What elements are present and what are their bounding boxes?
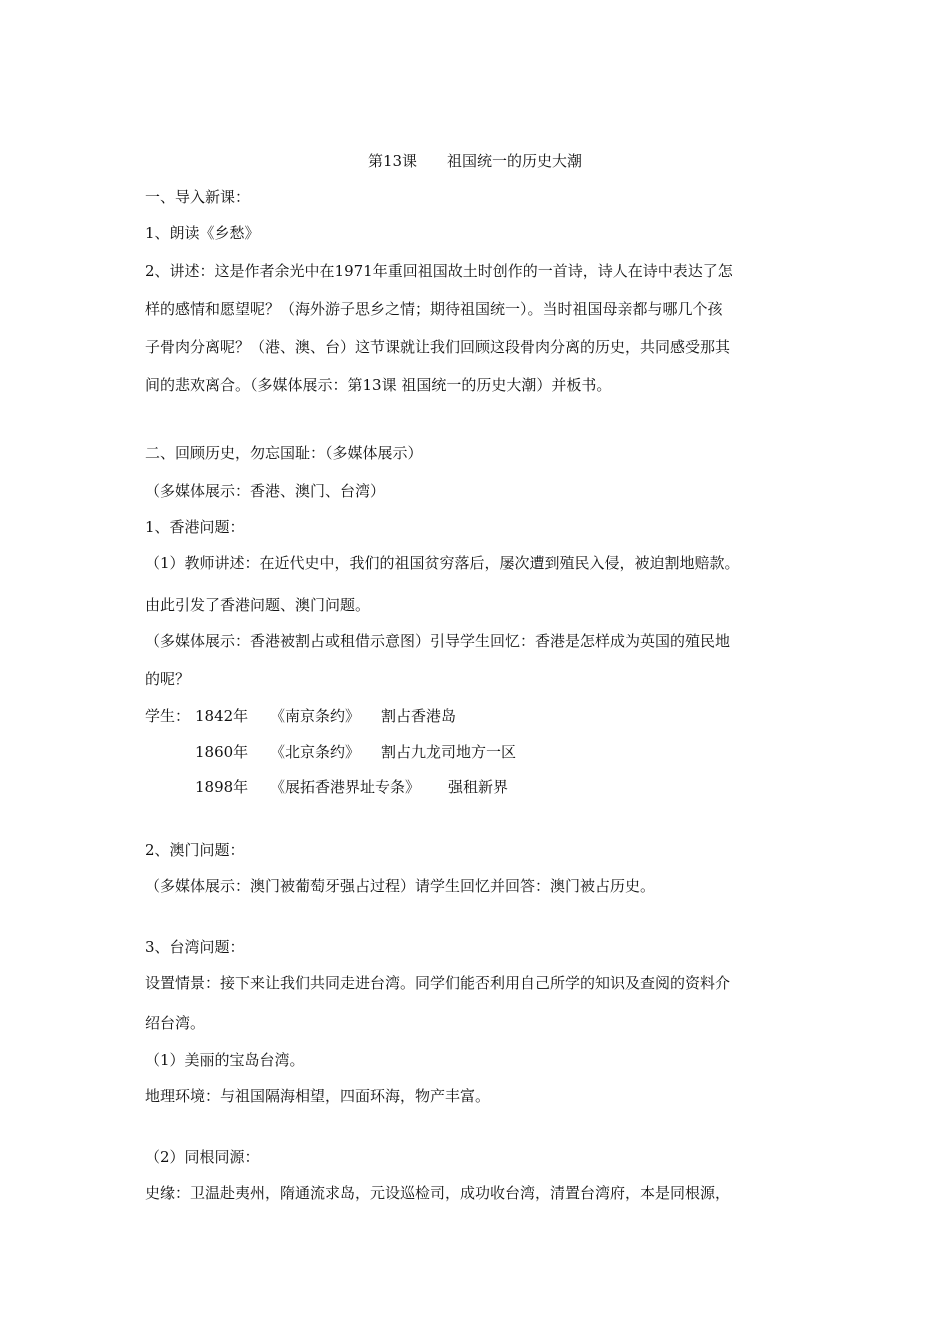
- taiwan-heading: 3、台湾问题：: [145, 938, 245, 956]
- intro-item-1: 1、朗读《乡愁》: [145, 224, 260, 242]
- treaty-year: 1898年: [195, 778, 249, 796]
- treaty-name: 《展拓香港界址专条》: [270, 778, 421, 796]
- taiwan-geography: 地理环境：与祖国隔海相望，四面环海，物产丰富。: [145, 1087, 491, 1105]
- taiwan-subheading-1: （1）美丽的宝岛台湾。: [145, 1051, 305, 1069]
- treaty-row: [195, 777, 508, 797]
- treaty-year: 1860年: [195, 743, 249, 761]
- treaty-year: 1842年: [195, 707, 249, 725]
- treaty-result: 割占九龙司地方一区: [381, 743, 517, 761]
- taiwan-paragraph-line-1: 设置情景：接下来让我们共同走进台湾。同学们能否利用自己所学的知识及查阅的资料介: [145, 974, 731, 992]
- hongkong-paragraph-2-line-2: 的呢？: [145, 670, 191, 688]
- treaty-name: 《北京条约》: [270, 743, 361, 761]
- intro-item-2-line-1: 2、讲述：这是作者余光中在1971年重回祖国故土时创作的一首诗，诗人在诗中表达了怎: [145, 262, 733, 280]
- review-media-note: （多媒体展示：香港、澳门、台湾）: [145, 482, 386, 500]
- hongkong-paragraph-1-line-1: （1）教师讲述：在近代史中，我们的祖国贫穷落后，屡次遭到殖民入侵，被迫割地赔款。: [145, 554, 740, 572]
- macau-paragraph: （多媒体展示：澳门被葡萄牙强占过程）请学生回忆并回答：澳门被占历史。: [145, 877, 656, 895]
- taiwan-paragraph-line-2: 绍台湾。: [145, 1014, 206, 1032]
- treaty-row: [195, 742, 516, 762]
- treaty-result: 割占香港岛: [381, 707, 457, 725]
- hongkong-paragraph-2-line-1: （多媒体展示：香港被割占或租借示意图）引导学生回忆：香港是怎样成为英国的殖民地: [145, 632, 731, 650]
- treaty-row: [145, 706, 456, 726]
- treaty-name: 《南京条约》: [270, 707, 361, 725]
- treaty-result: 强租新界: [448, 778, 509, 796]
- taiwan-subheading-2: （2）同根同源：: [145, 1148, 260, 1166]
- lesson-title: 第13课 祖国统一的历史大潮: [367, 152, 583, 170]
- intro-item-2-line-4: 间的悲欢离合。（多媒体展示：第13课 祖国统一的历史大潮）并板书。: [145, 376, 612, 394]
- intro-item-2-line-3: 子骨肉分离呢？（港、澳、台）这节课就让我们回顾这段骨肉分离的历史，共同感受那其: [145, 338, 731, 356]
- intro-item-2-line-2: 样的感情和愿望呢？（海外游子思乡之情；期待祖国统一）。当时祖国母亲都与哪几个孩: [145, 300, 723, 318]
- treaty-list-label: 学生：: [145, 707, 191, 725]
- section-heading-review: 二、回顾历史，勿忘国耻：（多媒体展示）: [145, 444, 423, 462]
- macau-heading: 2、澳门问题：: [145, 841, 245, 859]
- section-heading-intro: 一、导入新课：: [145, 188, 251, 206]
- taiwan-history: 史缘：卫温赴夷州，隋通流求岛，元设巡检司，成功收台湾，清置台湾府，本是同根源，: [145, 1184, 731, 1202]
- hongkong-paragraph-1-line-2: 由此引发了香港问题、澳门问题。: [145, 596, 371, 614]
- hongkong-heading: 1、香港问题：: [145, 518, 245, 536]
